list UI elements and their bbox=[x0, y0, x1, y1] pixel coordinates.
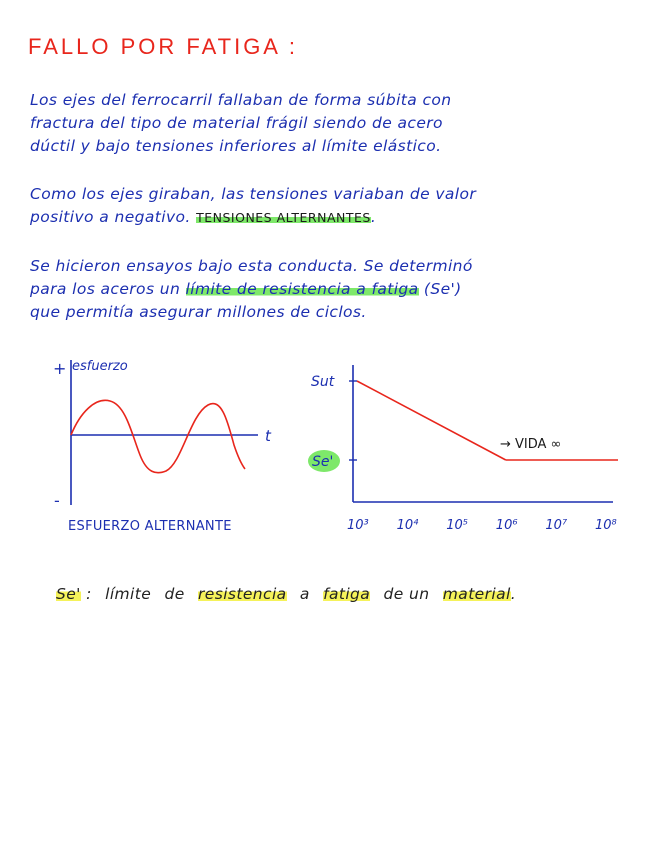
paragraph-text: (Se') bbox=[423, 280, 462, 298]
sine-wave bbox=[71, 400, 245, 472]
paragraph-line: fractura del tipo de material frágil siendo de acero bbox=[30, 114, 443, 132]
paragraph-line: Los ejes del ferrocarril fallaban de forma súbita con bbox=[30, 91, 452, 109]
paragraph-text: para los aceros un bbox=[30, 280, 181, 298]
definition-highlight-material: material bbox=[442, 585, 511, 603]
y-axis-label: esfuerzo bbox=[72, 359, 128, 374]
sn-segment bbox=[357, 381, 506, 460]
highlight-alternating-stress: TENSIONES ALTERNANTES bbox=[196, 210, 371, 225]
definition-word: límite bbox=[105, 585, 152, 603]
paragraph-line: dúctil y bajo tensiones inferiores al límite elástico. bbox=[30, 137, 442, 155]
y-tick-label-se: Se' bbox=[312, 454, 334, 470]
definition-colon: : bbox=[86, 585, 92, 603]
sn-series bbox=[357, 381, 618, 460]
definition-line bbox=[56, 585, 646, 603]
x-axis-label: t bbox=[265, 427, 271, 445]
x-tick-label: 10⁴ bbox=[396, 518, 419, 533]
x-tick-labels bbox=[347, 518, 617, 533]
sn-curve-chart bbox=[300, 350, 640, 550]
x-tick-label: 10⁸ bbox=[595, 518, 617, 533]
definition-word: a bbox=[299, 585, 310, 603]
highlight-fatigue-limit: límite de resistencia a fatiga bbox=[185, 280, 419, 298]
paragraph-alternating bbox=[30, 183, 630, 229]
x-tick-label: 10⁷ bbox=[545, 518, 568, 533]
definition-symbol: Se' bbox=[56, 585, 81, 603]
x-tick-label: 10⁶ bbox=[495, 518, 518, 533]
definition-highlight-fatigue: fatiga bbox=[323, 585, 371, 603]
paragraph-text: positivo a negativo. bbox=[30, 208, 191, 226]
paragraph-line bbox=[30, 206, 630, 229]
minus-sign: - bbox=[54, 491, 60, 510]
paragraph-history bbox=[30, 89, 630, 158]
paragraph-tests bbox=[30, 255, 630, 324]
paragraph-text: . bbox=[370, 208, 377, 226]
infinite-life-annotation: → VIDA ∞ bbox=[500, 437, 562, 452]
paragraph-line: Se hicieron ensayos bajo esta conducta. Se determinó bbox=[30, 257, 473, 275]
x-tick-label: 10³ bbox=[347, 518, 369, 533]
alternating-stress-sketch bbox=[40, 345, 300, 545]
paragraph-line bbox=[30, 278, 630, 301]
plus-sign: + bbox=[53, 359, 67, 378]
paragraph-line: que permitía asegurar millones de ciclos. bbox=[30, 303, 367, 321]
paragraph-line: Como los ejes giraban, las tensiones variaban de valor bbox=[30, 185, 477, 203]
definition-word: de un bbox=[383, 585, 430, 603]
x-tick-label: 10⁵ bbox=[446, 518, 468, 533]
page-title: FALLO POR FATIGA : bbox=[28, 34, 298, 59]
definition-highlight-resistance: resistencia bbox=[198, 585, 287, 603]
definition-word: de bbox=[164, 585, 185, 603]
chart-caption: ESFUERZO ALTERNANTE bbox=[68, 519, 232, 534]
definition-end: . bbox=[510, 585, 517, 603]
y-tick-label-sut: Sut bbox=[311, 374, 335, 390]
